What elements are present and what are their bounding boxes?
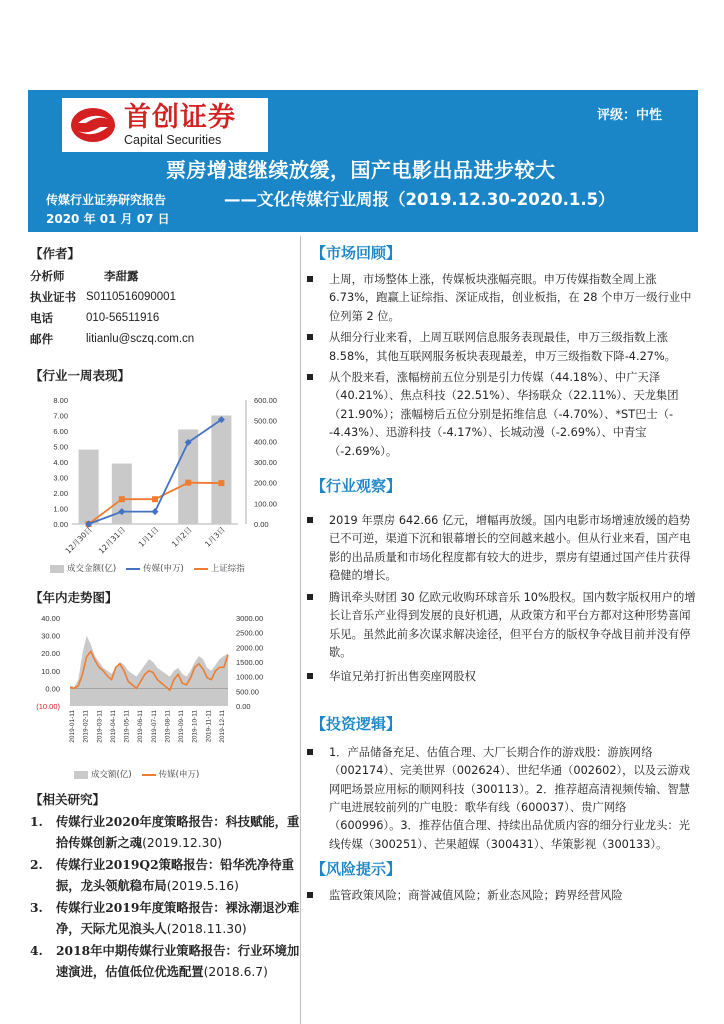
logo-cn-text: 首创证券 bbox=[124, 102, 236, 133]
x-tick-label: 2019-07-11 bbox=[150, 710, 158, 743]
research-item[interactable]: 4. 2018年中期传媒行业策略报告：行业环境加速演进，估值低位优选配置(2018.6.7) bbox=[30, 943, 300, 979]
x-tick-label: 1月3日 bbox=[203, 525, 227, 549]
market-item: 从个股来看，涨幅榜前五位分别是引力传媒（44.18%）、中广天泽（40.21%）、焦点科技（22.51%）、华扬联众（22.11%）、天龙集团（21.90%）；涨幅榜后五位分别是拓维信息（-4.70%）、*ST巴士（--4.43%）、迅游科技（-4.17%）、长城动漫（-2.69%）、中青宝（-2.69%）。 bbox=[301, 369, 696, 461]
x-tick-label: 1月2日 bbox=[169, 525, 194, 549]
sh-index-point bbox=[218, 480, 224, 486]
y-right-tick-label: 500.00 bbox=[236, 687, 259, 697]
email-label: 邮件 bbox=[30, 332, 53, 346]
sh-index-point bbox=[185, 480, 191, 486]
report-type: 传媒行业证券研究报告 bbox=[46, 193, 167, 207]
y-left-tick-label: 4.00 bbox=[53, 458, 68, 467]
risk-item: 监管政策风险；商誉减值风险；新业态风险；跨界经营风险 bbox=[301, 887, 696, 905]
y-right-tick-label: 3000.00 bbox=[236, 614, 264, 623]
y-right-tick-label: 2000.00 bbox=[236, 643, 264, 653]
report-date: 2020 年 01 月 07 日 bbox=[46, 212, 170, 226]
analyst-name: 李甜露 bbox=[104, 269, 139, 283]
y-right-tick-label: 1000.00 bbox=[236, 672, 264, 682]
phone-value: 010-56511916 bbox=[86, 312, 160, 324]
left-column bbox=[30, 236, 300, 984]
y-left-tick-label: 10.00 bbox=[41, 666, 60, 676]
observation-item: 华谊兄弟打折出售奕座网股权 bbox=[301, 668, 696, 686]
y-right-tick-label: 0.00 bbox=[254, 520, 269, 529]
weekly-section-title: 【行业一周表现】 bbox=[30, 368, 131, 383]
y-left-tick-label: 1.00 bbox=[53, 504, 68, 514]
yearly-trend-chart bbox=[30, 610, 298, 768]
rating: 评级：中性 bbox=[596, 108, 662, 123]
x-tick-label: 2019-05-11 bbox=[123, 710, 131, 743]
y-right-tick-label: 500.00 bbox=[254, 416, 277, 426]
sh-index-line bbox=[89, 483, 222, 524]
risk-section-title: 【风险提示】 bbox=[311, 860, 402, 879]
x-tick-label: 2019-08-11 bbox=[164, 710, 172, 743]
logo-en-text: Capital Securities bbox=[124, 133, 222, 147]
report-header bbox=[28, 90, 698, 232]
legend-item-sh: 上证综指 bbox=[194, 562, 245, 574]
risk-list bbox=[301, 887, 696, 905]
y-left-tick-label: 3.00 bbox=[53, 473, 68, 483]
y-left-tick-label: 0.00 bbox=[45, 684, 60, 694]
x-tick-label: 2019-02-11 bbox=[82, 710, 90, 743]
market-list bbox=[301, 271, 696, 461]
y-left-tick-label: 5.00 bbox=[53, 442, 68, 452]
logo-mark-icon bbox=[68, 105, 118, 145]
y-left-tick-label: 7.00 bbox=[53, 411, 68, 421]
legend-item-turnover: 成交额(亿) bbox=[74, 768, 132, 780]
analyst-label: 分析师 bbox=[30, 269, 65, 283]
x-tick-label: 2019-11-11 bbox=[205, 710, 213, 743]
yearly-legend bbox=[74, 768, 300, 780]
observation-item: 2019 年票房 642.66 亿元，增幅再放缓。国内电影市场增速放缓的趋势已不可逆，渠道下沉和银幕增长的空间越来越小。但从行业来看，国产电影的出品质量和市场化程度都有较大的进步，票房有望通过国产佳片获得稳健的增长。 bbox=[301, 512, 696, 586]
observation-item: 腾讯牵头财团 30 亿欧元收购环球音乐 10%股权。国内数字版权用户的增长让音乐产业得到发展的良好机遇，从政策方和平台方都对这种形势喜闻乐见。虽然此前多次谋求解决途径，但平台方的版权争夺战目前并没有停歇。 bbox=[301, 589, 696, 663]
y-left-tick-label: 40.00 bbox=[41, 614, 60, 623]
y-right-tick-label: 300.00 bbox=[254, 458, 277, 467]
x-tick-label: 12月31日 bbox=[96, 525, 128, 556]
y-right-tick-label: 600.00 bbox=[254, 396, 277, 405]
market-item: 从细分行业来看，上周互联网信息服务表现最佳，申万三级指数上涨 8.58%，其他互联网服务板块表现最差，申万三级指数下降-4.27%。 bbox=[301, 329, 696, 366]
volume-bar bbox=[79, 450, 99, 524]
cert-value: S0110516090001 bbox=[86, 291, 176, 303]
media-index-point bbox=[152, 508, 159, 515]
report-title: 票房增速继续放缓，国产电影出品进步较大 bbox=[166, 158, 556, 182]
report-subtitle: ——文化传媒行业周报（2019.12.30-2020.1.5） bbox=[224, 190, 615, 209]
y-right-tick-label: 2500.00 bbox=[236, 628, 264, 638]
y-left-tick-label: 6.00 bbox=[53, 427, 68, 436]
market-item: 上周，市场整体上涨，传媒板块涨幅亮眼。申万传媒指数全周上涨 6.73%，跑赢上证综指、深证成指，创业板指，在 28 个申万一级行业中位列第 2 位。 bbox=[301, 271, 696, 326]
y-right-tick-label: 1500.00 bbox=[236, 658, 264, 667]
y-right-tick-label: 200.00 bbox=[254, 478, 277, 488]
y-left-tick-label: 0.00 bbox=[53, 520, 68, 529]
right-column bbox=[300, 236, 696, 1024]
x-tick-label: 2019-06-11 bbox=[137, 710, 145, 743]
y-right-tick-label: 0.00 bbox=[236, 702, 251, 711]
author-info bbox=[30, 266, 300, 350]
x-tick-label: 2019-10-11 bbox=[191, 710, 199, 743]
observation-section-title: 【行业观察】 bbox=[311, 477, 402, 496]
y-left-tick-label: 30.00 bbox=[41, 631, 60, 641]
cert-label: 执业证书 bbox=[30, 290, 76, 304]
x-tick-label: 2019-04-11 bbox=[109, 710, 117, 743]
x-tick-label: 1月1日 bbox=[136, 525, 161, 549]
observation-list bbox=[301, 512, 696, 687]
x-tick-label: 2019-12-11 bbox=[219, 710, 226, 743]
volume-bar bbox=[211, 416, 231, 525]
phone-label: 电话 bbox=[30, 311, 53, 325]
y-left-tick-label: 20.00 bbox=[41, 649, 60, 659]
research-list bbox=[30, 812, 300, 982]
research-section-title: 【相关研究】 bbox=[30, 792, 106, 807]
legend-item-volume: 成交金额(亿) bbox=[50, 562, 116, 574]
y-left-tick-label: 2.00 bbox=[53, 489, 68, 498]
legend-item-media-year: 传媒(申万) bbox=[142, 768, 200, 780]
x-tick-label: 2019-09-11 bbox=[178, 710, 186, 743]
company-logo bbox=[62, 98, 268, 152]
logic-section-title: 【投资逻辑】 bbox=[311, 714, 402, 733]
x-tick-label: 12月30日 bbox=[63, 525, 95, 556]
logic-list bbox=[301, 744, 696, 854]
sh-index-point bbox=[119, 496, 125, 502]
y-left-tick-label: 8.00 bbox=[53, 396, 68, 405]
weekly-performance-chart bbox=[30, 390, 298, 560]
x-tick-label: 2019-03-11 bbox=[96, 710, 104, 743]
email-value[interactable]: litianlu@sczq.com.cn bbox=[86, 333, 195, 345]
author-section-title: 【作者】 bbox=[30, 246, 81, 261]
sh-index-point bbox=[152, 496, 158, 502]
weekly-legend bbox=[50, 562, 300, 574]
research-item[interactable]: 1. 传媒行业2020年度策略报告：科技赋能，重拾传媒创新之魂(2019.12.30) bbox=[30, 814, 300, 850]
research-item[interactable]: 3. 传媒行业2019年度策略报告：裸泳潮退沙难净，天际尤见浪头人(2018.11.30) bbox=[30, 900, 300, 936]
x-tick-label: 2019-01-11 bbox=[69, 710, 76, 743]
legend-item-media: 传媒(申万) bbox=[126, 562, 184, 574]
logic-item: 1．产品储备充足、估值合理、大厂长期合作的游戏股：游族网络（002174）、完美世界（002624）、世纪华通（002602），以及云游戏网吧场景应用标的顺网科技（300113）。2．推荐超高清视频传输、智慧广电进展较前列的广电股：歌华有线（600037）、贵广网络（600996）。3．推荐估值合理、持续出品优质内容的细分行业龙头：光线传媒（300251）、芒果超媒（300431）、华策影视（300133）。 bbox=[301, 744, 696, 854]
y-right-tick-label: 100.00 bbox=[254, 499, 277, 509]
research-item[interactable]: 2. 传媒行业2019Q2策略报告：铅华洗净待重振，龙头领航稳布局(2019.5.16) bbox=[30, 857, 294, 893]
yearly-section-title: 【年内走势图】 bbox=[30, 590, 118, 605]
y-right-tick-label: 400.00 bbox=[254, 437, 277, 447]
y-left-tick-label: (10.00) bbox=[36, 702, 60, 711]
market-section-title: 【市场回顾】 bbox=[311, 244, 402, 262]
